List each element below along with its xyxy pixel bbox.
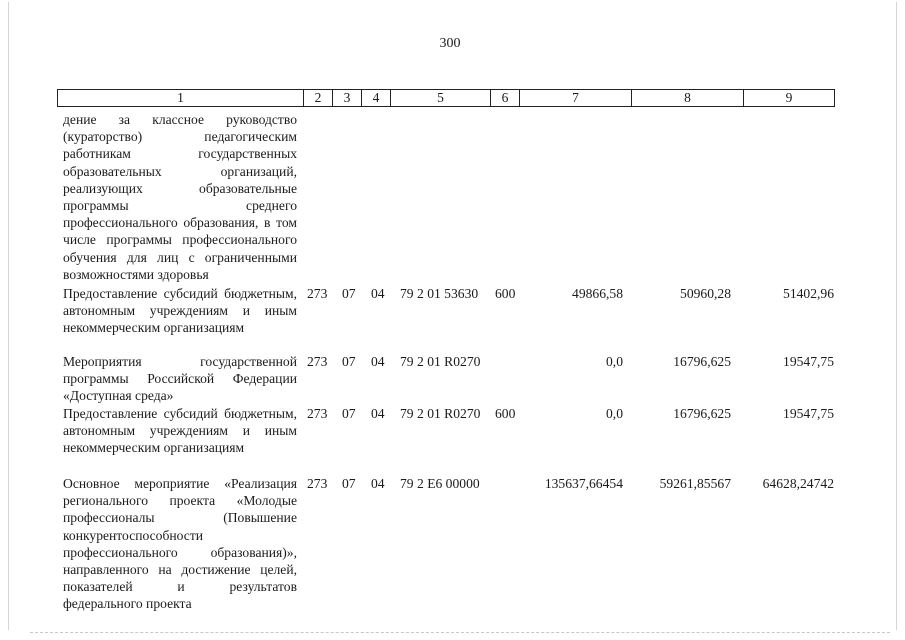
- row-target-article: 79 2 01 R0270: [400, 354, 481, 369]
- row-ministry-code: 273: [307, 406, 328, 421]
- row-subsection-code: 04: [371, 406, 385, 421]
- row-amount-8: 50960,28: [680, 286, 731, 301]
- column-header-row: [57, 89, 835, 107]
- row-subsection-code: 04: [371, 354, 385, 369]
- row-amount-9: 51402,96: [783, 286, 834, 301]
- row-section-code: 07: [342, 354, 356, 369]
- row-amount-7: 49866,58: [572, 286, 623, 301]
- row-target-article: 79 2 01 53630: [400, 286, 479, 301]
- row-ministry-code: 273: [307, 476, 328, 491]
- row-amount-8: 16796,625: [673, 406, 731, 421]
- row-amount-7: 135637,66454: [544, 476, 623, 491]
- row-amount-9: 19547,75: [783, 406, 834, 421]
- row-amount-7: 0,0: [606, 354, 623, 369]
- row-ministry-code: 273: [307, 286, 328, 301]
- column-header-1: 1: [58, 90, 304, 107]
- column-header-5: 5: [391, 90, 491, 107]
- row-expense-type: 600: [495, 406, 516, 421]
- row-section-code: 07: [342, 286, 356, 301]
- row-description: Основное мероприятие «Реализация регионального проекта «Молодые профессионалы (Повышение конкурентоспособности профессионального образования)», направленного на достижение целей, показателей и результатов федерального проекта: [63, 476, 297, 612]
- row-description: Предоставление субсидий бюджетным, автономным учреждениям и иным некоммерческим организациям: [63, 286, 297, 336]
- row-description: Мероприятия государственной программы Российской Федерации «Доступная среда»: [63, 354, 297, 404]
- row-subsection-code: 04: [371, 476, 385, 491]
- row-section-code: 07: [342, 406, 356, 421]
- column-header-2: 2: [304, 90, 333, 107]
- column-header-3: 3: [333, 90, 362, 107]
- row-section-code: 07: [342, 476, 356, 491]
- row-amount-7: 0,0: [606, 406, 623, 421]
- row-amount-8: 16796,625: [673, 354, 731, 369]
- row-amount-9: 19547,75: [783, 354, 834, 369]
- row-ministry-code: 273: [307, 354, 328, 369]
- column-header-4: 4: [362, 90, 391, 107]
- column-header-7: 7: [520, 90, 632, 107]
- page-number: 300: [439, 36, 461, 51]
- column-header-9: 9: [744, 90, 835, 107]
- row-target-article: 79 2 E6 00000: [400, 476, 480, 491]
- row-description: дение за классное руководство (кураторство) педагогическим работникам государственных образовательных организаций, реализующих образовательные программы среднего профессионального образования, в том числе программы профессионального обучения для лиц с ограниченными возможностями здоровья: [63, 112, 297, 282]
- row-amount-9: 64628,24742: [762, 476, 834, 491]
- row-expense-type: 600: [495, 286, 516, 301]
- column-header-8: 8: [632, 90, 744, 107]
- page-bottom-edge: [30, 632, 890, 633]
- row-amount-8: 59261,85567: [659, 476, 731, 491]
- row-target-article: 79 2 01 R0270: [400, 406, 481, 421]
- row-description: Предоставление субсидий бюджетным, автономным учреждениям и иным некоммерческим организациям: [63, 406, 297, 456]
- column-header-6: 6: [491, 90, 520, 107]
- row-subsection-code: 04: [371, 286, 385, 301]
